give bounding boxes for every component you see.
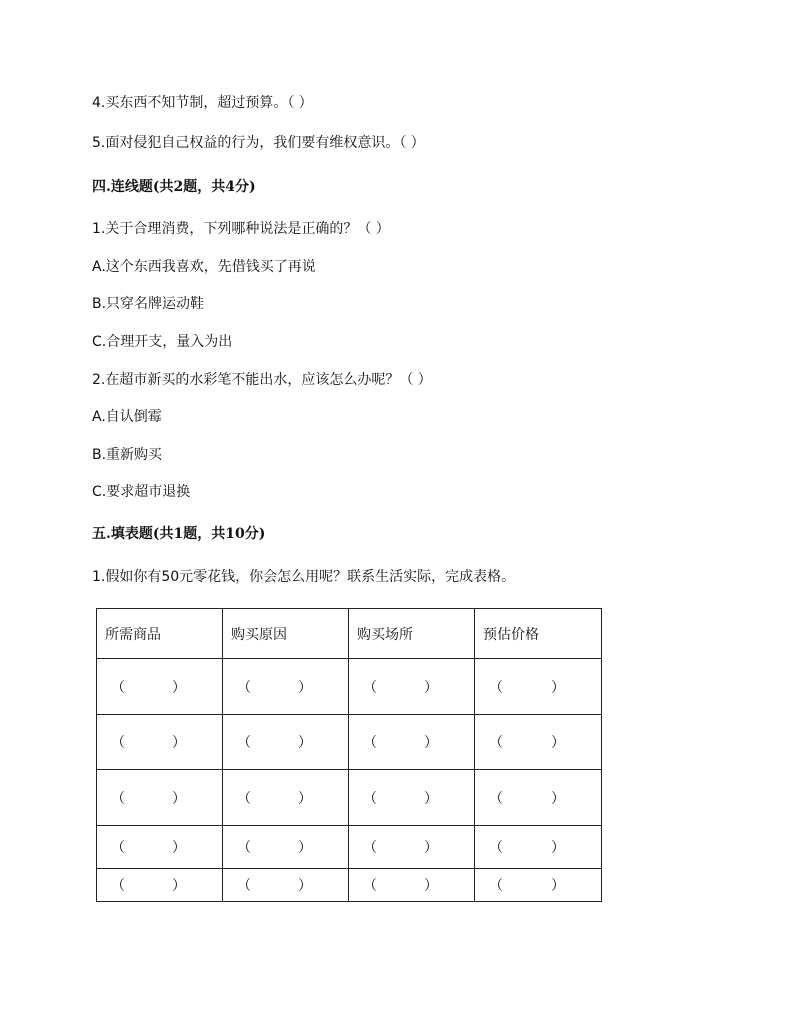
blank-cell[interactable] bbox=[349, 869, 475, 902]
section-5-heading: 五.填表题(共1题，共10分) bbox=[92, 526, 266, 542]
blank-close-paren: ） bbox=[298, 679, 312, 696]
blank-open-paren: （ bbox=[111, 840, 125, 856]
blank-close-paren: ） bbox=[551, 790, 565, 807]
blank-close-paren: ） bbox=[551, 878, 565, 894]
blank-cell[interactable] bbox=[223, 659, 349, 715]
blank-cell[interactable] bbox=[223, 869, 349, 902]
blank-cell[interactable] bbox=[475, 869, 602, 902]
blank-cell[interactable] bbox=[475, 715, 602, 770]
blank-open-paren: （ bbox=[489, 878, 503, 894]
blank-close-paren: ） bbox=[424, 735, 438, 751]
table-row bbox=[97, 826, 602, 869]
blank-cell[interactable] bbox=[349, 826, 475, 869]
blank-open-paren: （ bbox=[237, 790, 251, 807]
blank-cell[interactable] bbox=[223, 826, 349, 869]
s4-q1-option-b: B.只穿名牌运动鞋 bbox=[92, 296, 205, 312]
blank-open-paren: （ bbox=[489, 790, 503, 807]
blank-open-paren: （ bbox=[111, 735, 125, 751]
table-row bbox=[97, 715, 602, 770]
blank-cell[interactable] bbox=[97, 715, 223, 770]
blank-cell[interactable] bbox=[223, 715, 349, 770]
blank-open-paren: （ bbox=[237, 679, 251, 696]
table-row bbox=[97, 770, 602, 826]
blank-cell[interactable] bbox=[475, 770, 602, 826]
section-4-heading: 四.连线题(共2题，共4分) bbox=[92, 179, 256, 195]
blank-cell[interactable] bbox=[349, 770, 475, 826]
blank-open-paren: （ bbox=[237, 840, 251, 856]
blank-cell[interactable] bbox=[475, 826, 602, 869]
blank-cell[interactable] bbox=[223, 770, 349, 826]
question-5: 5.面对侵犯自己权益的行为，我们要有维权意识。（ ） bbox=[92, 135, 425, 151]
blank-close-paren: ） bbox=[551, 840, 565, 856]
blank-close-paren: ） bbox=[551, 679, 565, 696]
blank-close-paren: ） bbox=[424, 878, 438, 894]
s4-q1-stem: 1.关于合理消费，下列哪种说法是正确的？（ ） bbox=[92, 221, 390, 237]
blank-cell[interactable] bbox=[349, 715, 475, 770]
blank-cell[interactable] bbox=[97, 770, 223, 826]
blank-close-paren: ） bbox=[424, 679, 438, 696]
blank-cell[interactable] bbox=[97, 869, 223, 902]
header-cell-item: 所需商品 bbox=[97, 609, 223, 659]
s4-q2-option-a: A.自认倒霉 bbox=[92, 409, 162, 425]
blank-close-paren: ） bbox=[298, 878, 312, 894]
blank-close-paren: ） bbox=[551, 735, 565, 751]
blank-cell[interactable] bbox=[349, 659, 475, 715]
blank-close-paren: ） bbox=[424, 840, 438, 856]
blank-open-paren: （ bbox=[363, 878, 377, 894]
blank-close-paren: ） bbox=[172, 790, 186, 807]
blank-close-paren: ） bbox=[172, 840, 186, 856]
blank-close-paren: ） bbox=[298, 840, 312, 856]
blank-open-paren: （ bbox=[363, 679, 377, 696]
blank-open-paren: （ bbox=[111, 878, 125, 894]
blank-cell[interactable] bbox=[97, 659, 223, 715]
table-row bbox=[97, 869, 602, 902]
s5-q1-stem: 1.假如你有50元零花钱，你会怎么用呢？联系生活实际，完成表格。 bbox=[92, 569, 516, 585]
s4-q1-option-a: A.这个东西我喜欢，先借钱买了再说 bbox=[92, 259, 316, 275]
blank-open-paren: （ bbox=[489, 840, 503, 856]
header-cell-place: 购买场所 bbox=[349, 609, 475, 659]
blank-open-paren: （ bbox=[111, 679, 125, 696]
blank-open-paren: （ bbox=[237, 878, 251, 894]
blank-close-paren: ） bbox=[298, 790, 312, 807]
table-row bbox=[97, 659, 602, 715]
blank-close-paren: ） bbox=[298, 735, 312, 751]
blank-open-paren: （ bbox=[363, 840, 377, 856]
fill-in-table bbox=[96, 608, 602, 902]
blank-close-paren: ） bbox=[172, 679, 186, 696]
blank-open-paren: （ bbox=[489, 679, 503, 696]
s4-q2-option-b: B.重新购买 bbox=[92, 447, 163, 463]
blank-close-paren: ） bbox=[172, 878, 186, 894]
header-cell-price: 预估价格 bbox=[475, 609, 602, 659]
question-4: 4.买东西不知节制，超过预算。（ ） bbox=[92, 95, 313, 111]
blank-open-paren: （ bbox=[237, 735, 251, 751]
table-header-row bbox=[97, 609, 602, 659]
blank-close-paren: ） bbox=[424, 790, 438, 807]
header-cell-reason: 购买原因 bbox=[223, 609, 349, 659]
blank-open-paren: （ bbox=[489, 735, 503, 751]
blank-cell[interactable] bbox=[97, 826, 223, 869]
blank-open-paren: （ bbox=[111, 790, 125, 807]
s4-q2-option-c: C.要求超市退换 bbox=[92, 484, 191, 500]
blank-cell[interactable] bbox=[475, 659, 602, 715]
s4-q2-stem: 2.在超市新买的水彩笔不能出水，应该怎么办呢？（ ） bbox=[92, 372, 432, 388]
blank-open-paren: （ bbox=[363, 735, 377, 751]
blank-close-paren: ） bbox=[172, 735, 186, 751]
blank-open-paren: （ bbox=[363, 790, 377, 807]
s4-q1-option-c: C.合理开支，量入为出 bbox=[92, 334, 233, 350]
